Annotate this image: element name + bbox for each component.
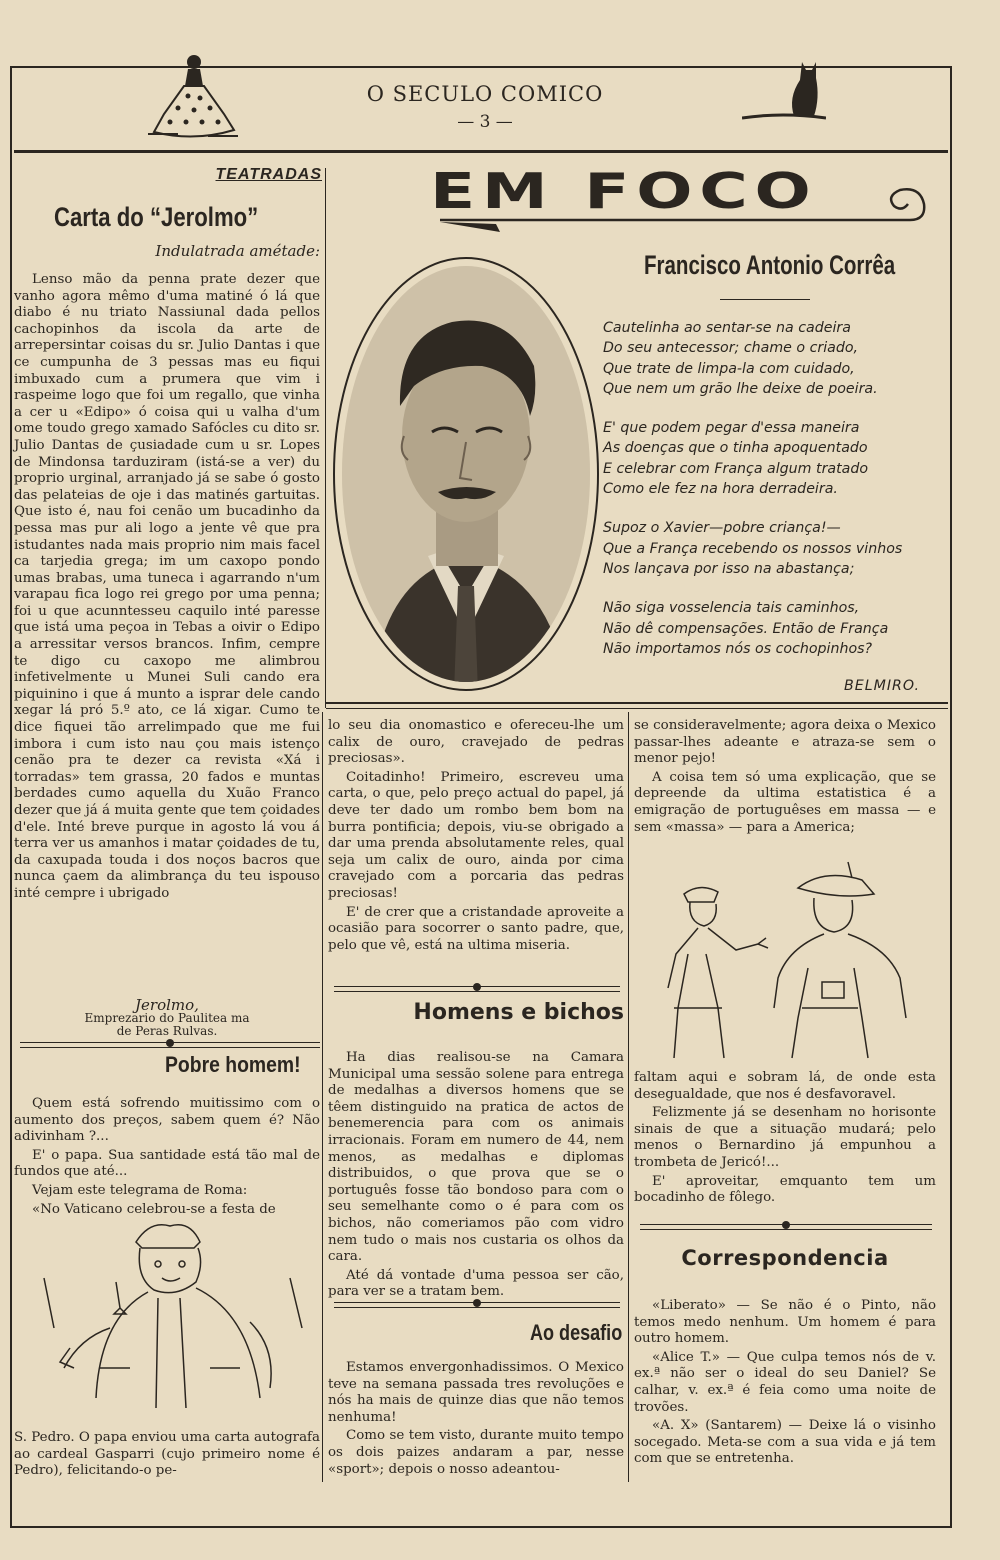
ao-desafio-body xyxy=(328,1360,624,1480)
masthead-title: O SECULO COMICO xyxy=(366,82,604,106)
signature-note-line: de Peras Rulvas. xyxy=(116,1024,218,1038)
em-foco-bottom-rule xyxy=(326,702,948,704)
correspondencia-entry: «Alice T.» — Que culpa temos nós de v. ex.ª não ser o ideal do seu Daniel? Se calhar, v. ex.ª é feia como uma noite de trovões. xyxy=(634,1349,936,1415)
signature-note-line: Emprezario do Paulitea ma xyxy=(84,1011,250,1025)
pope-story-paragraph: E' de crer que a cristandade aproveite a ocasião para socorrer o santo padre, que, pelo que vê, está na ultima miseria. xyxy=(328,904,624,953)
cat-illustration xyxy=(742,58,826,124)
poem-line: Cautelinha ao sentar-se na cadeira xyxy=(603,320,851,336)
pope-story-paragraph: lo seu dia onomastico e ofereceu-lhe um calix de ouro, cravejado de pedras preciosas». xyxy=(328,718,624,767)
pobre-homem-title: Pobre homem! xyxy=(165,1052,301,1077)
poem-line: Que trate de limpa-la com cuidado, xyxy=(603,360,855,377)
poem-line: Não dê compensações. Então de França xyxy=(603,620,889,637)
em-foco-bottom-rule-thin xyxy=(326,708,948,709)
em-foco-subject-name: Francisco Antonio Corrêa xyxy=(644,250,896,280)
masthead-bottom-rule xyxy=(14,150,948,153)
poem-line: Nos lançava por isso na abastança; xyxy=(603,560,855,577)
masthead-right-rule xyxy=(826,66,950,68)
pobre-homem-paragraph: «No Vaticano celebrou-se a festa de xyxy=(32,1201,276,1217)
poem-stanza xyxy=(603,518,943,579)
ao-desafio-continued-paragraph: A coisa tem só uma explicação, que se depreende da ultima estatistica é a emigração de portuguêses em massa — e sem «massa» — para a America; xyxy=(634,769,936,835)
teatradas-salutation: Indulatrada amétade: xyxy=(155,242,320,260)
ao-desafio-continued xyxy=(634,718,936,838)
ornamental-rule xyxy=(640,1224,932,1230)
poem-line: E' que podem pegar d'essa maneira xyxy=(603,420,860,437)
ornamental-rule xyxy=(334,1302,620,1308)
correspondencia-entry: «A. X» (Santarem) — Deixe lá o visinho socegado. Meta-se com a sua vida e já tem com que se entretenha. xyxy=(634,1418,936,1467)
name-underline xyxy=(720,299,810,300)
poem-line: Que a França recebendo os nossos vinhos xyxy=(603,540,903,557)
pobre-homem-continuation-block xyxy=(14,1430,320,1482)
column-divider-top xyxy=(325,168,326,708)
teatradas-paragraph: Lenso mão da penna prate dezer que vanho agora mêmo d'uma matiné ó lá que diabo é nu triato Nassiunal dada pellos cachopinhos da iscola da arte de arrepersintar coisas du sr. Julio Dantas i que ce cumpunha de 3 pessas mas eu fiqui imbuxado cum a prumera que vim i raspeime logo que foi um regallo, que vinha a cer u «Edipo» ó coisa qui u valha d'um ome toudo grego xamado Safócles cu dito sr. Julio Dantas de çusiadade cum u sr. Lopes de Mindonsa tarduziram (istá-se a ver) du proprio urginal, arranjado já se sabe ó gosto das pelateias de oje i das matinés gartuitas. Que isto é, nau foi cenão um bucadinho da pessa mas pur ali logo a jente vê que pra istudantes nada mais proprio nim mais facel ca tarjedia grega; im um caxopo pondo umas brabas, uma tuneca i agarrando n'um varapau fica logo rei grego por uma penna; foi u que acunntesseu caquilo inté paresse que istá uma peçoa in Tebas a oivir o Edipo a arressitar versos brancos. Infim, cempre te digo cu caxopo me alimbrou infetivelmente u Munei Suli cando era piquinino i que á munto a isprar dele cando xegar lá pró 5.º ato, ce lá xigar. Cumo te dice fiquei tão arrelimpado que me fui imbora i cum isto nau çou mais istenço cenão pra te dezer ca revista «Xá i torradas» tem grassa, 20 fados e muntas berdades cumo aquella du Xuão Franco dezer que já á muita gente que tem çoidades d'ele. Inté breve purque in agosto lá vou á terra ver us amanhos i matar çoidades de tu, da caxupada touda i dos noços bacros que nunca çaem da alimbrança du teu ispouso inté cempre i ubrigado xyxy=(14,272,320,901)
pobre-homem-paragraph: Quem está sofrendo muitissimo com o aumento dos preços, sabem quem é? Não adivinham ?... xyxy=(14,1096,320,1145)
teatradas-signature: Jerolmo, xyxy=(135,996,199,1014)
masthead-left-rule xyxy=(14,66,142,68)
column-divider-left xyxy=(322,712,323,1482)
pope-caricature xyxy=(40,1218,310,1424)
poem-line: Como ele fez na hora derradeira. xyxy=(603,481,838,498)
correspondencia-title: Correspondencia xyxy=(681,1246,889,1270)
homens-bichos-title: Homens e bichos xyxy=(413,1000,624,1025)
poem-line: As doenças que o tinha apoquentado xyxy=(603,440,868,457)
ao-desafio-continued-paragraph: se consideravelmente; agora deixa o Mexico passar-lhes adeante e atraza-se sem o menor pejo! xyxy=(634,718,936,767)
pope-story-paragraph: Coitadinho! Primeiro, escreveu uma carta, o que, pelo preço actual do papel, já deve ter dado um rombo bem bom na burra pontificia; depois, viu-se obrigado a dar uma prenda absolutamente reles, qual seja um calix de ouro, ainda por cima cravejado com a porcaria das pedras preciosas! xyxy=(328,769,624,901)
ornamental-rule xyxy=(334,986,620,992)
correspondencia-entry: «Liberato» — Se não é o Pinto, não temos medo nenhum. Um homem é para outro homem. xyxy=(634,1298,936,1347)
poem-stanza xyxy=(603,318,943,399)
poem-line: Não siga vosselencia tais caminhos, xyxy=(603,600,860,617)
ornamental-rule xyxy=(20,1042,320,1048)
section-label-teatradas: TEATRADAS xyxy=(215,166,322,183)
em-foco-flourish xyxy=(440,170,930,238)
portrait-photo xyxy=(332,256,600,692)
poem-line: Não importamos nós os cochopinhos? xyxy=(603,640,873,657)
ao-desafio-continued-2 xyxy=(634,1070,936,1209)
teatradas-signature-note xyxy=(14,1012,320,1038)
homens-bichos-body xyxy=(328,1050,624,1303)
emigrants-caricature xyxy=(648,858,928,1064)
poem-stanza xyxy=(603,418,943,499)
poem-line: Do seu antecessor; chame o criado, xyxy=(603,340,859,357)
homens-bichos-paragraph: Ha dias realisou-se na Camara Municipal uma sessão solene para entrega de medalhas a diversos homens que se têem distinguido na pratica de actos de benemerencia para com os animais irracionais. Foram em numero de 44, nem menos, as medalhas e diplomas distribuidos, o que prova que se o português fosse tão bondoso para com o seu semelhante como o é para com os bichos, não comeriamos pão com vidro nem tudo o mais nos custaria os olhos da cara. xyxy=(328,1050,624,1265)
lady-illustration xyxy=(148,52,238,144)
correspondencia-body xyxy=(634,1298,936,1470)
em-foco-poem xyxy=(603,318,943,678)
pope-story-continued xyxy=(328,718,624,956)
em-foco-title: EM FOCO xyxy=(430,163,818,220)
ao-desafio-paragraph: Como se tem visto, durante muito tempo os dois paizes andaram a par, nesse «sport»; depois o nosso adeantou- xyxy=(328,1428,624,1477)
poem-line: Supoz o Xavier—pobre criança!— xyxy=(603,520,841,537)
pobre-homem-paragraph: Vejam este telegrama de Roma: xyxy=(32,1182,248,1198)
pobre-homem-body xyxy=(14,1096,320,1220)
poem-stanza xyxy=(603,598,943,659)
homens-bichos-paragraph: Até dá vontade d'uma pessoa ser cão, para ver se a tratam bem. xyxy=(328,1267,624,1300)
pobre-homem-paragraph: E' o papa. Sua santidade está tão mal de fundos que até... xyxy=(14,1147,320,1180)
teatradas-title: Carta do “Jerolmo” xyxy=(54,202,259,232)
poem-author: BELMIRO. xyxy=(844,678,920,694)
poem-line: Que nem um grão lhe deixe de poeira. xyxy=(603,380,878,397)
ao-desafio-paragraph: Estamos envergonhadissimos. O Mexico teve na semana passada tres revoluções e nós ha mais de quinze dias que não temos nenhuma! xyxy=(328,1360,624,1425)
column-divider-right xyxy=(628,712,629,1482)
poem-line: E celebrar com França algum tratado xyxy=(603,460,869,477)
pobre-homem-continuation: S. Pedro. O papa enviou uma carta autografa ao cardeal Gasparri (cujo primeiro nome é Pedro), felicitando-o pe- xyxy=(14,1430,320,1479)
ao-desafio-continued-paragraph: Felizmente já se desenham no horisonte sinais de que a situação mudará; pelo menos o Bernardino já empunhou a trombeta de Jericó!... xyxy=(634,1105,936,1170)
ao-desafio-continued-paragraph: E' aproveitar, emquanto tem um bocadinho de fôlego. xyxy=(634,1173,936,1206)
teatradas-body xyxy=(14,272,320,905)
page-number: — 3 — xyxy=(457,112,513,132)
ao-desafio-continued-paragraph: faltam aqui e sobram lá, de onde esta desegualdade, que nos é desfavoravel. xyxy=(634,1070,936,1102)
ao-desafio-title: Ao desafio xyxy=(530,1320,623,1345)
